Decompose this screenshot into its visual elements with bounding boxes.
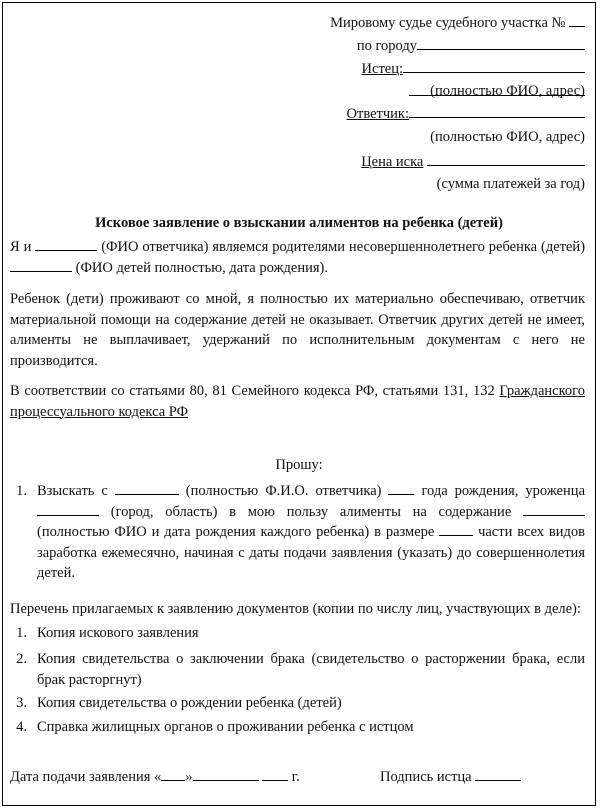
plaintiff-hint: (полностью ФИО, адрес) xyxy=(430,83,585,99)
paragraph-residence: Ребенок (дети) проживают со мной, я полностью их материально обеспечиваю, ответчик материальной помощи на содержание детей не оказывает. Ответчик других детей не имеет, алименты не выплачивает, удержаний по исполнительным документам с него не производится. xyxy=(10,291,585,369)
date-label: Дата подачи заявления « xyxy=(10,769,162,785)
p1-children: (детей) xyxy=(541,239,586,255)
price-label: Цена иска xyxy=(361,154,424,170)
court-line xyxy=(330,13,585,32)
year-blank xyxy=(262,767,288,781)
court-label: Мировому судье судебного участка № xyxy=(330,15,566,31)
attachment-text: Копия свидетельства о рождении ребенка (детей) xyxy=(37,695,342,711)
request-text-6: части всех видов заработка ежемесячно, начиная с даты подачи заявления (указать) до совершеннолетия детей. xyxy=(37,524,586,581)
request-text-5: (полностью ФИО и дата рождения каждого ребенка) в размере xyxy=(37,524,435,540)
defendant-name-blank xyxy=(35,237,97,251)
share-blank xyxy=(439,522,473,536)
attachment-text: Копия свидетельства о заключении брака (свидетельство о расторжении брака, если брак расторгнут) xyxy=(37,651,585,688)
signature-block xyxy=(380,767,521,786)
attachment-item xyxy=(16,693,585,714)
civil-procedure-code-link[interactable]: Гражданского процессуального кодекса РФ xyxy=(10,383,585,420)
price-line xyxy=(361,152,585,171)
children-fullname-blank xyxy=(523,502,585,516)
p1-start: Я и xyxy=(10,239,32,255)
attachment-item xyxy=(16,717,585,738)
defendant-blank xyxy=(409,104,585,118)
attachment-number: 3. xyxy=(16,695,27,711)
city-line xyxy=(357,36,585,55)
year-suffix: г. xyxy=(291,769,300,785)
request-text-1: Взыскать с xyxy=(37,483,108,499)
document-title: Исковое заявление о взыскании алиментов на ребенка (детей) xyxy=(95,215,503,231)
attachment-number: 2. xyxy=(16,651,27,667)
city-label: по городу xyxy=(356,38,417,54)
p1-end: (ФИО детей полностью, дата рождения). xyxy=(75,259,328,276)
children-name-blank xyxy=(10,258,72,272)
defendant-line xyxy=(347,104,585,123)
plaintiff-line xyxy=(362,59,585,78)
p3-text: В соответствии со статьями 80, 81 Семейного кодекса РФ, статьями 131, 132 xyxy=(10,383,495,399)
attachment-item xyxy=(16,649,585,690)
birthplace-blank xyxy=(37,502,99,516)
signature-label: Подпись истца xyxy=(380,769,472,785)
day-blank xyxy=(161,767,185,781)
date-quote: » xyxy=(185,769,193,785)
birth-year-blank xyxy=(388,481,414,495)
plaintiff-blank xyxy=(403,59,585,73)
plaintiff-label: Истец: xyxy=(361,61,403,77)
attachment-number: 4. xyxy=(16,719,27,735)
attachment-number: 1. xyxy=(16,625,27,641)
attachment-text: Справка жилищных органов о проживании ребенка с истцом xyxy=(37,719,414,735)
request-text-4: (город, область) в мою пользу алименты на содержание xyxy=(110,503,512,520)
attachments-heading: Перечень прилагаемых к заявлению документов (копии по числу лиц, участвующих в деле): xyxy=(10,601,581,617)
request-text-2: (полностью Ф.И.О. ответчика) xyxy=(185,483,382,499)
price-hint: (сумма платежей за год) xyxy=(436,176,585,192)
claim-document xyxy=(2,2,596,806)
month-blank xyxy=(193,767,259,781)
signature-blank xyxy=(475,767,521,781)
request-heading: Прошу: xyxy=(275,457,323,473)
attachment-text: Копия искового заявления xyxy=(37,625,199,641)
request-item xyxy=(16,481,586,584)
attachment-item xyxy=(16,623,585,644)
court-number-blank xyxy=(569,13,585,27)
request-item-number: 1. xyxy=(16,483,27,499)
p1-middle: (ФИО ответчика) являемся родителями несовершеннолетнего ребенка xyxy=(101,239,538,255)
footer-row xyxy=(10,767,585,786)
defendant-fullname-blank xyxy=(115,481,179,495)
defendant-hint: (полностью ФИО, адрес) xyxy=(430,129,585,145)
price-blank xyxy=(427,152,585,166)
paragraph-parents xyxy=(10,237,585,278)
defendant-label: Ответчик: xyxy=(346,106,409,122)
paragraph-legal-basis xyxy=(10,381,585,422)
request-text-3: года рождения, уроженца xyxy=(421,483,586,499)
city-blank xyxy=(417,36,585,50)
